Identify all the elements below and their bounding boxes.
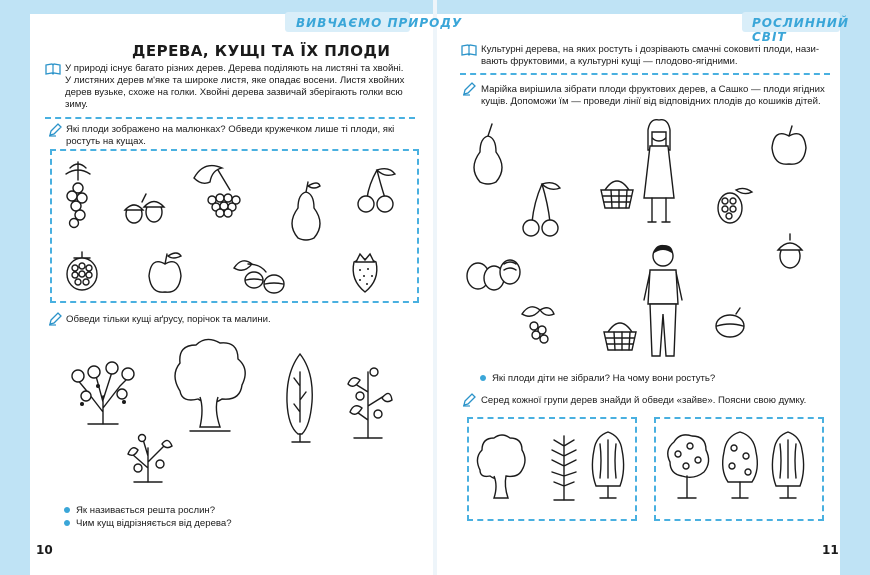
nuts-illustration[interactable] xyxy=(464,254,522,294)
divider xyxy=(45,117,415,119)
task2-text: Обведи тільки кущі аґрусу, порічок та малини. xyxy=(66,314,271,325)
intro-line-4: зиму. xyxy=(65,99,88,110)
deciduous-tree-illustration[interactable] xyxy=(170,335,248,435)
willow-tree-illustration[interactable] xyxy=(590,430,626,502)
right-task2-text: Серед кожної групи дерев знайди й обведи «зайве». Поясни свою думку. xyxy=(481,395,807,406)
rowan-illustration[interactable] xyxy=(190,160,250,218)
page-number-left: 10 xyxy=(36,543,53,557)
right-intro-line-1: Культурні дерева, на яких ростуть і дозрівають смачні соковиті плоди, нази- xyxy=(481,44,820,55)
task1-line-2: ростуть на кущах. xyxy=(66,136,146,147)
right-intro-line-2: вають фруктовими, а культурні кущі — плодово-ягідними. xyxy=(481,56,738,67)
pencil-icon xyxy=(462,393,476,407)
pear-illustration[interactable] xyxy=(468,122,508,186)
section-title-left: ВИВЧАЄМО ПРИРОДУ xyxy=(296,16,463,30)
book-icon xyxy=(45,63,61,75)
acorn-illustration[interactable] xyxy=(122,188,170,228)
gooseberry-illustration[interactable] xyxy=(712,304,750,340)
apple-illustration[interactable] xyxy=(145,250,185,298)
right-question xyxy=(480,373,715,385)
pear-illustration[interactable] xyxy=(286,180,326,242)
apple-tree-illustration[interactable] xyxy=(664,432,710,502)
deciduous-tree-illustration[interactable] xyxy=(474,432,526,502)
acorn-illustration[interactable] xyxy=(776,232,804,270)
strawberry-illustration[interactable] xyxy=(348,252,382,294)
girl-illustration[interactable] xyxy=(634,118,684,228)
cherry-illustration[interactable] xyxy=(355,166,399,216)
pencil-icon xyxy=(48,123,62,137)
question-1-text: Як називається решта рослин? xyxy=(76,505,216,516)
page-title: ДЕРЕВА, КУЩІ ТА ЇХ ПЛОДИ xyxy=(132,42,391,60)
right-frame xyxy=(840,0,870,575)
question-1 xyxy=(64,505,215,517)
question-2-text: Чим кущ відрізняється від дерева? xyxy=(76,518,232,529)
pencil-icon xyxy=(462,82,476,96)
section-title-right: РОСЛИННИЙ СВІТ xyxy=(752,16,849,44)
willow-tree-illustration[interactable] xyxy=(768,430,808,502)
currant-illustration[interactable] xyxy=(60,160,96,232)
fruit-tree-illustration[interactable] xyxy=(718,430,762,502)
cherry-illustration[interactable] xyxy=(520,180,564,240)
pencil-icon xyxy=(48,312,62,326)
currant-bush-illustration[interactable] xyxy=(68,356,138,426)
right-task1-line-1: Марійка вирішила зібрати плоди фруктових дерев, а Сашко — плоди ягідних xyxy=(481,84,825,95)
divider xyxy=(460,73,830,75)
pine-tree-illustration[interactable] xyxy=(546,432,582,502)
bullet-icon xyxy=(480,375,486,381)
book-spine xyxy=(433,0,437,575)
gooseberry-bush-illustration[interactable] xyxy=(122,428,174,484)
task1-line-1: Які плоди зображено на малюнках? Обведи кружечком лише ті плоди, які xyxy=(66,124,395,135)
left-frame xyxy=(0,0,30,575)
basket-illustration[interactable] xyxy=(597,176,637,210)
gooseberry-illustration[interactable] xyxy=(230,250,292,298)
intro-line-1: У природі існує багато різних дерев. Дерева поділяють на листяні та хвойні. xyxy=(65,63,404,74)
raspberry-illustration[interactable] xyxy=(62,250,102,294)
page-number-right: 11 xyxy=(822,543,839,557)
bullet-icon xyxy=(64,520,70,526)
poplar-illustration[interactable] xyxy=(278,352,322,444)
intro-line-3: дерев вузьке, схоже на голки. Хвойні дерева зазвичай зберігають голки всю xyxy=(65,87,403,98)
currant-illustration[interactable] xyxy=(518,302,558,346)
right-question-text: Які плоди діти не зібрали? На чому вони ростуть? xyxy=(492,373,716,384)
apple-illustration[interactable] xyxy=(768,122,810,170)
intro-line-2: У листяних дерев м'яке та широке листя, яке опадає восени. Листя хвойних xyxy=(65,75,405,86)
raspberry-bush-illustration[interactable] xyxy=(342,362,394,440)
raspberry-illustration[interactable] xyxy=(714,184,754,228)
right-task1-line-2: кущів. Допоможи їм — проведи лінії від відповідних плодів до кошиків дітей. xyxy=(481,96,821,107)
basket-illustration[interactable] xyxy=(600,318,640,352)
boy-illustration[interactable] xyxy=(640,242,686,362)
question-2 xyxy=(64,518,232,530)
bullet-icon xyxy=(64,507,70,513)
book-icon xyxy=(461,44,477,56)
